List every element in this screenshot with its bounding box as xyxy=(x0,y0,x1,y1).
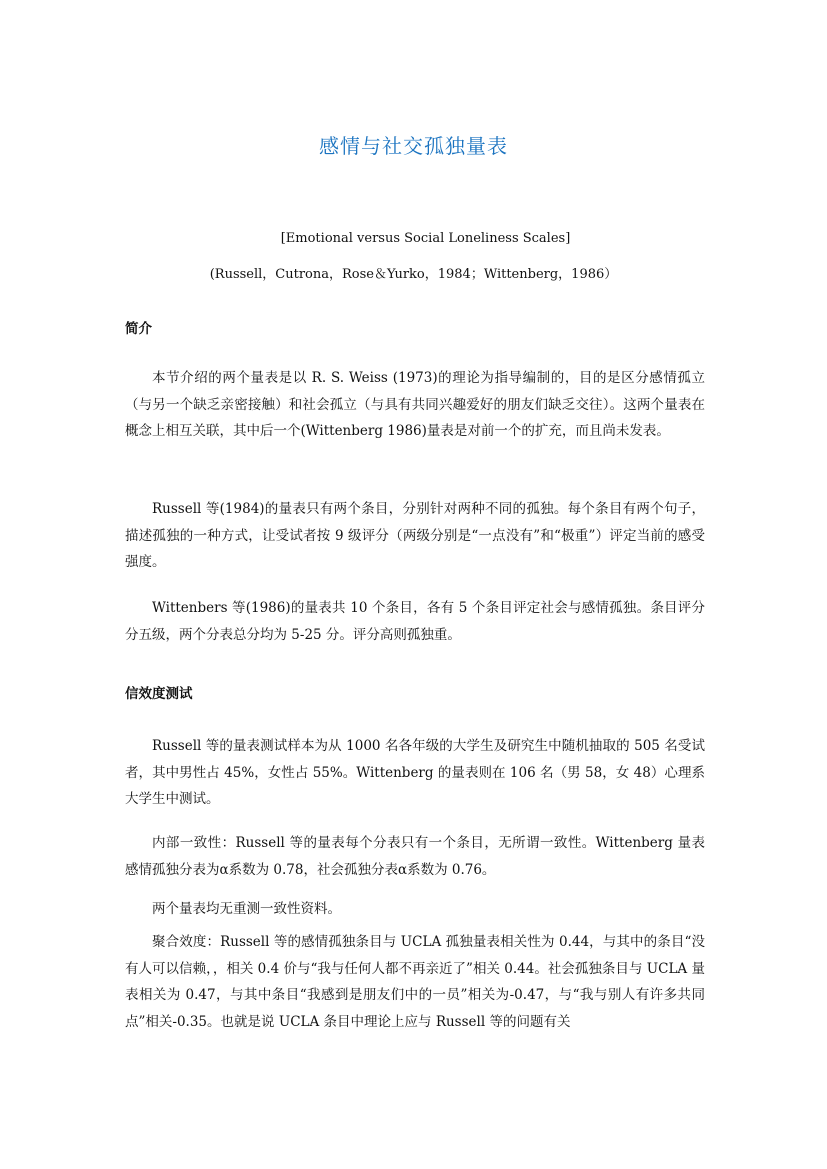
english-subtitle: [Emotional versus Social Loneliness Scales] xyxy=(280,231,571,246)
page-title: 感情与社交孤独量表 xyxy=(319,134,508,158)
intro-paragraph: Wittenbers 等(1986)的量表共 10 个条目，各有 5 个条目评定社会与感情孤独。条目评分分五级，两个分表总分均为 5-25 分。评分高则孤独重。 xyxy=(125,600,705,643)
section-heading-intro: 简介 xyxy=(125,321,152,337)
validity-paragraph: 内部一致性：Russell 等的量表每个分表只有一个条目，无所谓一致性。Wittenberg 量表感情孤独分表为α系数为 0.78，社会孤独分表α系数为 0.76。 xyxy=(125,835,705,878)
validity-paragraph: 聚合效度：Russell 等的感情孤独条目与 UCLA 孤独量表相关性为 0.44，与其中的条目“没有人可以信赖，，相关 0.4 价与“我与任何人都不再亲近了”相关 0.44。社会孤独条目与 UCLA 量表相关为 0.47，与其中条目“我感到是朋友们中的一员”相关为-0.47，与“我与别人有许多共同点”相关-0.35。也就是说 UCLA 条目中理论上应与 Russell 等的问题有关 xyxy=(125,934,705,1030)
citation-line: (Russell，Cutrona，Rose＆Yurko，1984；Wittenberg，1986） xyxy=(209,267,618,282)
intro-paragraph: Russell 等(1984)的量表只有两个条目，分别针对两种不同的孤独。每个条目有两个句子，描述孤独的一种方式，让受试者按 9 级评分（两级分别是“一点没有”和“极重”）评定当前的感受强度。 xyxy=(125,501,705,570)
intro-paragraph: 本节介绍的两个量表是以 R. S. Weiss (1973)的理论为指导编制的，目的是区分感情孤立（与另一个缺乏亲密接触）和社会孤立（与具有共同兴趣爱好的朋友们缺乏交往）。这两个量表在概念上相互关联，其中后一个(Wittenberg 1986)量表是对前一个的扩充，而且尚未发表。 xyxy=(125,370,705,439)
section-heading-validity: 信效度测试 xyxy=(125,686,193,702)
validity-paragraph: 两个量表均无重测一致性资料。 xyxy=(152,901,341,917)
validity-paragraph: Russell 等的量表测试样本为从 1000 名各年级的大学生及研究生中随机抽取的 505 名受试者，其中男性占 45%，女性占 55%。Wittenberg 的量表则在 106 名（男 58，女 48）心理系大学生中测试。 xyxy=(125,738,705,807)
